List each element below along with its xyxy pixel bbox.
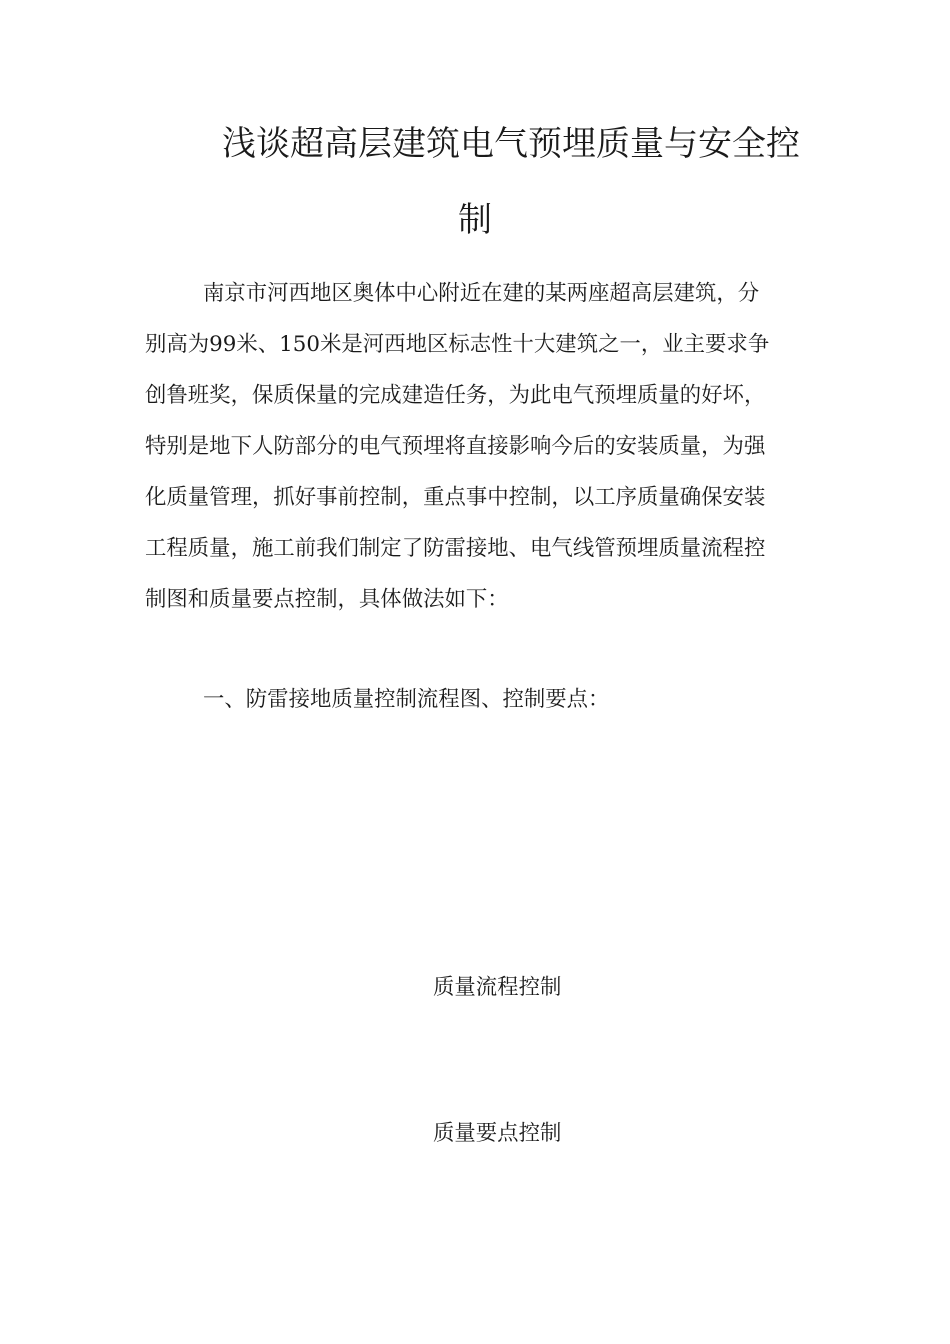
intro-line: 制图和质量要点控制，具体做法如下： — [145, 587, 509, 612]
intro-line: 特别是地下人防部分的电气预埋将直接影响今后的安装质量，为强 — [145, 434, 766, 459]
intro-line: 创鲁班奖，保质保量的完成建造任务，为此电气预埋质量的好坏， — [145, 383, 766, 408]
section-heading: 一、防雷接地质量控制流程图、控制要点： — [203, 687, 610, 712]
intro-line: 工程质量，施工前我们制定了防雷接地、电气线管预埋质量流程控 — [145, 536, 766, 561]
flow-control-label: 质量流程控制 — [433, 975, 562, 1000]
intro-line: 南京市河西地区奥体中心附近在建的某两座超高层建筑，分 — [203, 281, 760, 306]
document-title-line-2: 制 — [458, 200, 492, 240]
intro-paragraph — [145, 274, 805, 631]
key-points-label: 质量要点控制 — [433, 1121, 562, 1146]
intro-line: 化质量管理，抓好事前控制，重点事中控制，以工序质量确保安装 — [145, 485, 766, 510]
intro-line: 别高为99米、150米是河西地区标志性十大建筑之一，业主要求争 — [145, 332, 770, 357]
document-title-line-1: 浅谈超高层建筑电气预埋质量与安全控 — [222, 124, 800, 164]
